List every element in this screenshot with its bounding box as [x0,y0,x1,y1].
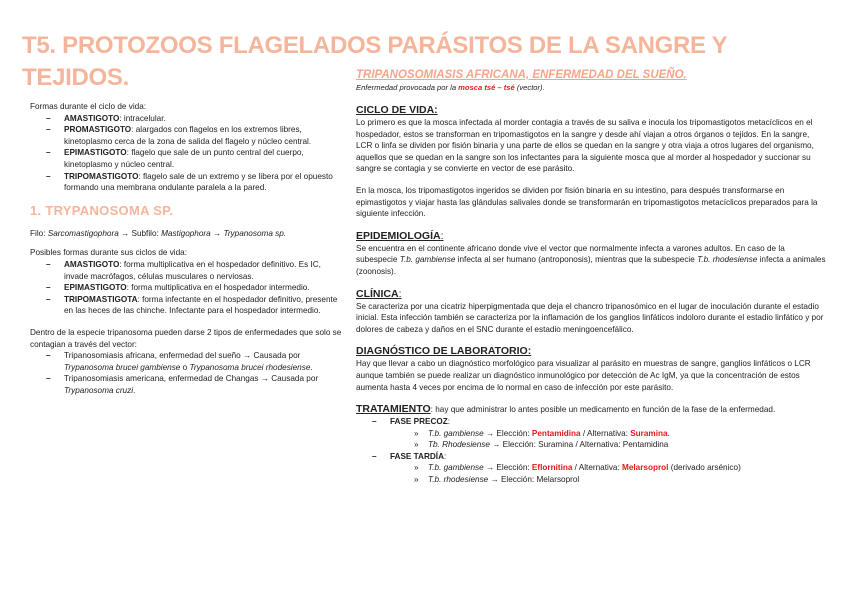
phase-name: FASE TARDÍA [390,451,444,461]
punct: . [667,428,670,438]
colon: : [398,287,402,300]
drug-choice: Melarsoprol [536,475,580,485]
possible-forms-list [30,259,342,317]
diseases-list [30,350,342,396]
phase-name: FASE PRECOZ [390,417,448,427]
arrow: → [210,228,224,238]
species: T.b. gambiense [428,463,484,473]
drug-alt: Suramina [630,428,668,438]
list-item [30,124,342,147]
subfilo-value: Mastigophora [161,228,211,238]
paragraph: Lo primero es que la mosca infectada al morder contagia a través de su saliva e inocula los tripomastigotos metacíclicos en el hospedador, estos se transforman en tripomastigotos en la sangre y desde ahí viajan a otros órganos o tejidos. En la sangre, LCR o linfa se dividen por fisión binaria y una parte de ellos se quedan en la sangre y otra viaja a otros lugares del organismo, aquellos que se quedan en la sangre son los infectantes para la siguiente mosca que al morder al hospedador y succionar su sangre se contagia y se convierte en vector de ese parásito. [356,118,814,174]
drug-list [356,462,826,485]
text: infecta a animales (zoonosis). [356,255,826,276]
filo-label: Filo: [30,228,48,238]
label: / Alternativa: [580,428,631,438]
term-desc: : flagelo que sale de un punto central del cuerpo, kinetoplasmo y núcleo central. [64,148,304,169]
list-item [356,428,826,440]
drug-alt: Pentamidina [622,440,669,450]
text: : hay que administrar lo antes posible un medicamento en función de la fase de la enfermedad. [430,405,776,415]
life-cycle-intro: Formas durante el ciclo de vida: [30,102,147,111]
heading-tratamiento: TRATAMIENTO [356,403,431,416]
note: (derivado arsénico) [668,463,741,473]
term: PROMASTIGOTO [64,125,132,135]
list-item [356,474,826,486]
list-item [30,282,342,294]
colon: : [440,229,444,242]
list-item [356,439,826,451]
subfilo-label: → Subfilo: [118,228,162,238]
paragraph [356,243,826,278]
tratamiento-line [356,403,826,416]
drug-choice: Suramina [538,440,574,450]
term-desc: : alargados con flagelos en los extremos libres, kinetoplasmo cerca de la zona de salida del flagelo y núcleo central. [64,125,312,146]
term: TRIPOMASTIGOTO [64,171,139,181]
list-item: – FASE TARDÍA: » T.b. gambiense → Elección: Eflornitina / Alternativa: Melarsoprol (derivado arsénico) » T.b. rhodesiense → Elección: Melarsoprol [356,451,826,486]
list-item [30,259,342,282]
paragraph: Se caracteriza por una cicatriz hiperpigmentada que deja el chancro tripanosómico en el lugar de inoculación durante el estadio inicial. Esta infección también se caracteriza por la inflamación de los ganglios linfáticos indoloro durante el estadio linfático y por dolores de cabeza y daños en el SNC durante el estadio meningoencefálico. [356,301,824,334]
punct: . [310,362,313,372]
life-cycle-forms-list [30,113,342,194]
label: → Elección: [483,463,532,473]
connector: o [180,362,190,372]
paragraph: Hay que llevar a cabo un diagnóstico morfológico para visualizar al parásito en muestras de sangre, ganglios linfáticos o LCR aunque también se puede realizar un diagnóstico inmunológico por detección de Ac IgM, ya que la concentración de estos aumenta hasta 4 veces por encima de lo normal en caso de infección por este parásito. [356,359,811,392]
drug-list [356,428,826,451]
vector-name: mosca tsé – tsé [458,83,515,92]
species: T.b. gambiense [428,428,484,438]
list-item [356,462,826,474]
species: T.b. rhodesiense [428,475,489,485]
species: Trypanosoma cruzi [64,385,134,395]
term-desc: : forma infectante en el hospedador definitivo, presente en las heces de las chinche. Infectante para el hospedador intermedio. [64,294,338,316]
species: Trypanosoma brucei gambiense [64,362,181,372]
term: EPIMASTIGOTO [64,283,127,293]
term: AMASTIGOTO [64,259,120,269]
label: / Alternativa: [572,463,623,473]
note-text: (vector). [514,83,545,92]
term-desc: : forma multiplicativa en el hospedador definitivo. Es IC, invade macrófagos, células musculares o nerviosas. [64,259,321,281]
term: EPIMASTIGOTO [64,148,127,158]
label: → Elección: [488,475,537,485]
filo-value: Sarcomastigophora [47,228,119,238]
heading-clinica [356,288,826,301]
text: infecta al ser humano (antroponosis), mientras que la subespecie [455,255,698,265]
term-desc: : flagelo sale de un extremo y se libera por el opuesto formando una membrana ondulante paralela a la pared. [64,171,333,193]
heading-text: CLÍNICA [356,287,399,300]
list-item [30,171,342,194]
list-item [30,350,342,373]
phases-list [356,416,826,486]
species: Tb. Rhodesiense [428,440,490,450]
section-heading-trypanosoma: 1. TRYPANOSOMA SP. [30,202,174,218]
label: → Elección: [489,440,539,450]
species: Trypanosoma brucei rhodesiense [189,362,311,372]
species: T.b. rhodesiense [697,255,758,265]
text: Se encuentra en el continente africano donde vive el vector que normalmente infecta a varones adultos. En caso de la subespecie [356,243,785,265]
subtitle-note [356,82,826,94]
list-item [30,294,342,317]
section-subtitle: TRIPANOSOMIASIS AFRICANA, ENFERMEDAD DEL SUEÑO. [356,69,687,81]
page-title: T5. PROTOZOOS FLAGELADOS PARÁSITOS DE LA SANGRE Y TEJIDOS. [22,32,727,91]
punct: . [133,385,136,395]
heading-text: EPIDEMIOLOGÍA [356,229,441,242]
term: TRIPOMASTIGOTA [64,294,138,304]
list-item [30,373,342,396]
note-text: Enfermedad provocada por la [356,83,459,92]
right-column [356,68,826,486]
heading-epidemiologia [356,230,826,243]
disease-text: Tripanosomiasis africana, enfermedad del sueño → Causada por [64,351,301,361]
list-item [30,113,342,125]
taxonomy-line [30,228,342,240]
heading-ciclo: CICLO DE VIDA: [356,104,438,116]
term: AMASTIGOTO [64,113,120,123]
term-desc: : forma multiplicativa en el hospedador intermedio. [126,283,310,293]
list-item [30,147,342,170]
species-intro: Dentro de la especie tripanosoma pueden darse 2 tipos de enfermedades que solo se contagian a través del vector: [30,327,342,349]
drug-choice: Eflornitina [531,463,573,473]
heading-diagnostico: DIAGNÓSTICO DE LABORATORIO: [356,345,532,358]
left-column [30,101,342,396]
drug-alt: Melarsoprol [622,463,669,473]
disease-text: Tripanosomiasis americana, enfermedad de Changas → Causada por [64,374,319,384]
species: T.b. gambiense [399,255,456,265]
list-item: – FASE PRECOZ: » T.b. gambiense → Elección: Pentamidina / Alternativa: Suramina. » Tb. Rhodesiense → Elección: Suramina / Alternativa: Pentamidina [356,416,826,451]
label: → Elección: [483,428,532,438]
drug-choice: Pentamidina [531,428,581,438]
possible-forms-intro: Posibles formas durante sus ciclos de vida: [30,248,188,258]
term-desc: : intracelular. [119,113,166,123]
paragraph: En la mosca, los tripomastigotos ingeridos se dividen por fisión binaria en su intestino, para después transformarse en epimastigotos y viajar hasta las glándulas salivales donde se transformarán en tripomastigotos metacíclicos preparados para la siguiente infección. [356,185,818,219]
label: / Alternativa: [573,440,623,450]
genus-value: Trypanosoma sp. [223,228,287,238]
